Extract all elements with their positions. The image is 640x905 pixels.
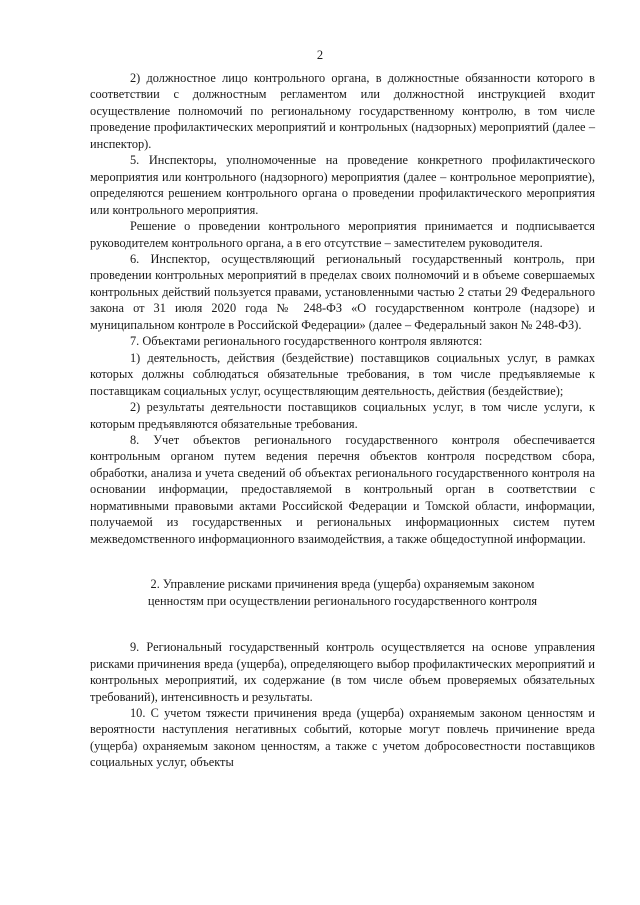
paragraph-7-objects: 7. Объектами регионального государственного контроля являются: xyxy=(130,334,483,349)
paragraph-7-item-2: 2) результаты деятельности поставщиков социальных услуг, в том числе услуги, к которым предъявляются обязательные требования. xyxy=(90,400,595,431)
paragraph-item-2-inspector: 2) должностное лицо контрольного органа, в должностные обязанности которого в соответствии с должностным регламентом или должностной инструкцией входит осуществление полномочий по региональному государственному контролю, в том числе проведение профилактических мероприятий и контрольных (надзорных) мероприятий (далее – инспектор). xyxy=(90,71,595,151)
section-heading xyxy=(98,576,587,610)
paragraph-decision: Решение о проведении контрольного мероприятия принимается и подписывается руководителем контрольного органа, а в его отсутствие – заместителем руководителя. xyxy=(90,219,595,250)
paragraph-5-inspectors: 5. Инспекторы, уполномоченные на проведение конкретного профилактического мероприятия или контрольного (надзорного) мероприятия (далее – контрольное мероприятие), определяются решением контрольного органа о проведении профилактического мероприятия или контрольного мероприятия. xyxy=(90,153,595,217)
document-body xyxy=(90,70,595,771)
paragraph-8-accounting: 8. Учет объектов регионального государственного контроля обеспечивается контрольным органом путем ведения перечня объектов контроля посредством сбора, обработки, анализа и учета сведений об объектах регионального государственного контроля на основании информации, предоставляемой в контрольный орган в соответствии с нормативными правовыми актами Российской Федерации и Томской области, информации, получаемой из государственных и региональных информационных систем путем межведомственного информационного взаимодействия, а также общедоступной информации. xyxy=(90,432,595,546)
paragraph-10-risk-severity: 10. С учетом тяжести причинения вреда (ущерба) охраняемым законом ценностям и вероятности наступления негативных событий, которые могут повлечь причинение вреда (ущерба) охраняемым законом ценностям, а также с учетом добросовестности поставщиков социальных услуг, объекты xyxy=(90,705,595,770)
paragraph-9-risk-management: 9. Региональный государственный контроль осуществляется на основе управления рисками причинения вреда (ущерба), определяющего выбор профилактических мероприятий и контрольных мероприятий, их содержание (в том числе объем проверяемых обязательных требований), интенсивность и результаты. xyxy=(90,640,595,704)
section-heading-line-2: ценностям при осуществлении регионального государственного контроля xyxy=(147,594,538,609)
paragraph-7-item-1: 1) деятельность, действия (бездействие) поставщиков социальных услуг, в рамках которых должны соблюдаться обязательные требования, в том числе предъявляемые к поставщикам социальных услуг, осуществляющим деятельность, действия (бездействие); xyxy=(90,350,595,398)
page-number: 2 xyxy=(316,48,324,62)
section-heading-line-1: 2. Управление рисками причинения вреда (ущерба) охраняемым законом xyxy=(150,577,535,592)
paragraph-6-inspector-rights: 6. Инспектор, осуществляющий региональный государственный контроль, при проведении контрольных мероприятий в пределах своих полномочий и в объеме совершаемых контрольных действий пользуется правами, установленными частью 2 статьи 29 Федерального закона от 31 июля 2020 года № 248-ФЗ «О государственном контроле (надзоре) и муниципальном контроле в Российской Федерации» (далее – Федеральный закон № 248-ФЗ). xyxy=(90,251,595,332)
